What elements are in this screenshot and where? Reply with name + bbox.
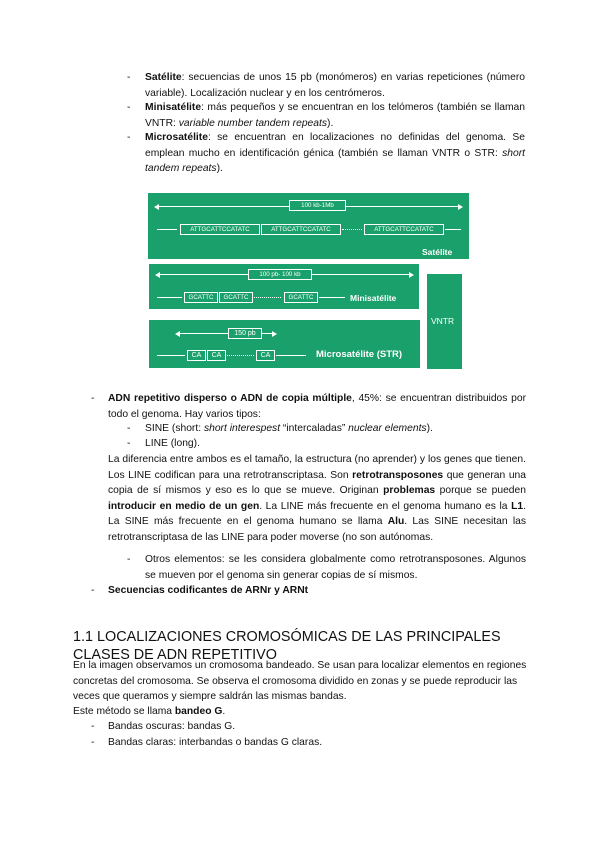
list-item-satelite: Satélite: secuencias de unos 15 pb (monómeros) en varias repeticiones (número variable). Localización nuclear y en los centrómeros. [145,72,525,99]
arrow-left-icon [154,204,159,210]
microsatellite-label: Microsatélite (STR) [316,349,403,360]
arrow-right-icon [409,272,414,278]
list-bullet: - [127,132,131,143]
satellite-repeat-unit: ATTGCATTCCATATC [364,224,444,235]
sine-item: SINE (short: short interespest “intercaladas” nuclear elements). [145,423,433,434]
microsatellite-repeat-unit: CA [256,350,275,361]
satellite-label: Satélite [422,247,453,257]
list-bullet: - [127,423,131,434]
list-item-minisatelite: Minisatélite: más pequeños y se encuentran en los telómeros (también se llaman VNTR: variable number tandem repeats). [145,102,525,129]
list-bullet: - [91,721,95,732]
satellite-repeat-unit: ATTGCATTCCATATC [261,224,341,235]
minisatellite-dna-line [319,297,345,298]
microsatellite-repeat-unit: CA [187,350,206,361]
satellite-repeat-unit: ATTGCATTCCATATC [180,224,260,235]
list-bullet: - [127,438,131,449]
section-title: 1.1 LOCALIZACIONES CROMOSÓMICAS DE LAS PRINCIPALES CLASES DE ADN REPETITIVO [73,629,501,663]
arrow-right-icon [272,331,277,337]
minisatellite-label: Minisatélite [350,293,397,303]
satellite-dna-line [157,229,177,230]
arrow-left-icon [175,331,180,337]
line-sine-paragraph: La diferencia entre ambos es el tamaño, la estructura (no aprender) y los genes que tienen. Los LINE codifican para una retrotranscriptasa. Son retrotransposones que generan una copia de sí mismos y eso es lo que se mueve. Originan problemas porque se pueden introducir en medio de un gen. La LINE más frecuente en el genoma humano es la L1. La SINE más frecuente en el genoma humano se llama Alu. Las SINE necesitan las retrotranscriptasa de las LINE para poder moverse (no son autónomas. [108,454,526,543]
dispersed-dna-paragraph: ADN repetitivo disperso o ADN de copia múltiple, 45%: se encuentran distribuidos por todo el genoma. Hay varios tipos: [108,393,526,420]
list-item-microsatelite: Microsatélite: se encuentran en localizaciones no definidas del genoma. Se emplean mucho en identificación génica (también se llaman VNTR o STR: short tandem repeats). [145,132,525,174]
bandas-claras-item: Bandas claras: interbandas o bandas G claras. [108,737,323,748]
list-bullet: - [91,737,95,748]
arrow-left-icon [155,272,160,278]
line-item: LINE (long). [145,438,200,449]
minisatellite-dna-line [157,297,182,298]
minisatellite-repeat-unit: GCATTC [184,292,218,303]
minisatellite-repeat-unit: GCATTC [284,292,318,303]
microsatellite-span-label: 150 pb [228,328,262,339]
satellite-dots [342,229,362,230]
bandeo-sentence: Este método se llama bandeo G. [73,706,226,717]
list-bullet: - [127,102,131,113]
minisatellite-span-label: 100 pb- 100 kb [248,269,312,280]
codificantes-item: Secuencias codificantes de ARNr y ARNt [108,585,309,596]
microsatellite-repeat-unit: CA [207,350,226,361]
list-bullet: - [127,554,131,565]
list-bullet: - [127,72,131,83]
list-bullet: - [91,585,95,596]
list-bullet: - [91,393,95,404]
otros-elementos-item: Otros elementos: se les considera globalmente como retrotransposones. Algunos se mueven por el genoma sin generar copias de sí mismos. [145,554,526,581]
microsatellite-dna-line [276,355,306,356]
minisatellite-repeat-unit: GCATTC [219,292,253,303]
section-paragraph: En la imagen observamos un cromosoma bandeado. Se usan para localizar elementos en regiones concretas del cromosoma. Se observa el cromosoma dividido en zonas y se puede reproducir las veces que queramos y siempre saldrán las mismas bandas. [73,660,527,702]
bandas-oscuras-item: Bandas oscuras: bandas G. [108,721,236,732]
satellite-span-label: 100 kb-1Mb [289,200,346,211]
microsatellite-dots [227,355,254,356]
vntr-label: VNTR [431,316,455,326]
microsatellite-dna-line [157,355,185,356]
arrow-right-icon [458,204,463,210]
satellite-dna-line [445,229,461,230]
minisatellite-dots [254,297,281,298]
